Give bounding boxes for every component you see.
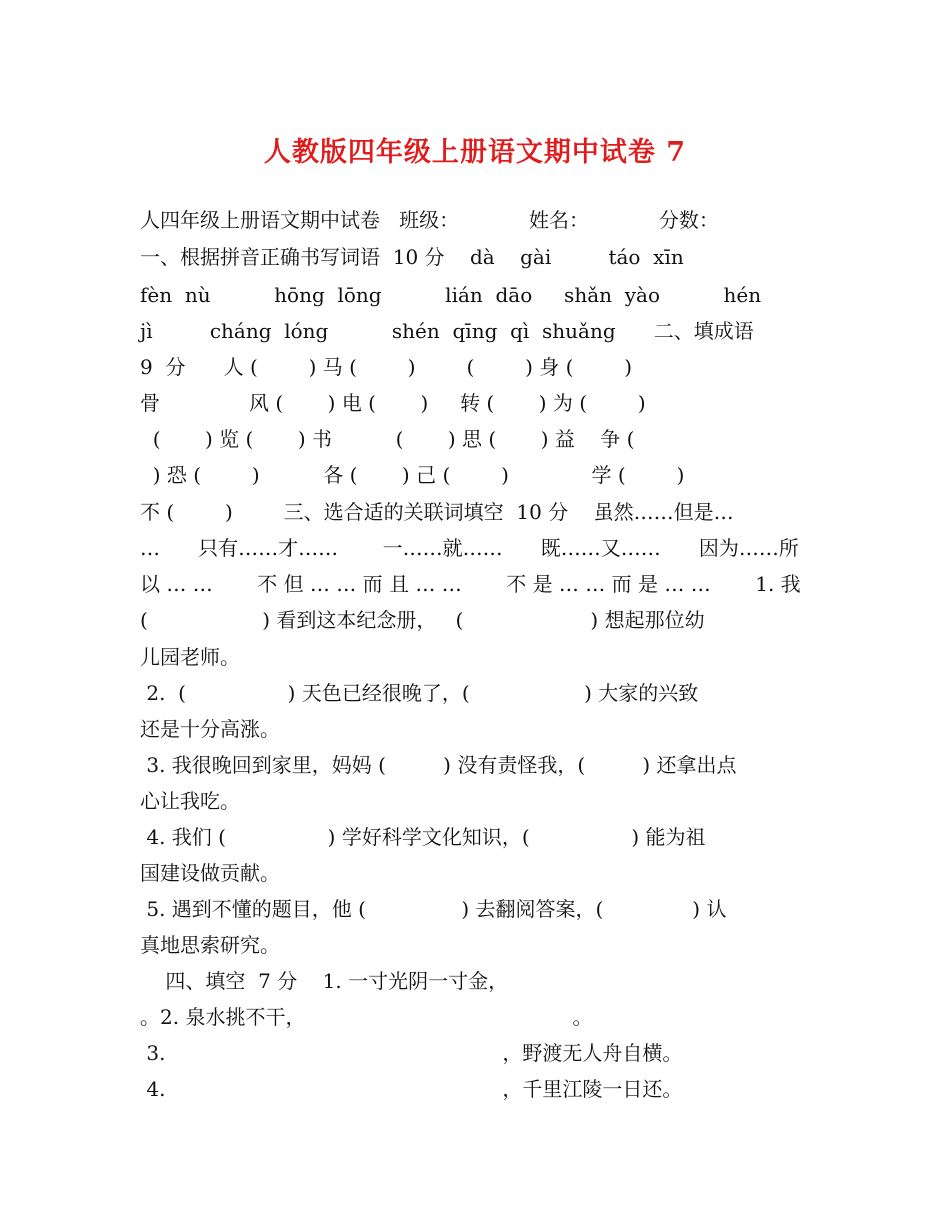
fill-line: 。2. 泉水挑不干， 。 [140,1005,593,1029]
sentence-line: 还是十分高涨。 [140,717,280,741]
sentence-line: 国建设做贡献。 [140,861,280,885]
sentence-line: 真地思索研究。 [140,933,280,957]
sentence-line: 5. 遇到不懂的题目，他 ( ) 去翻阅答案，( ) 认 [140,897,727,921]
pinyin-line: fèn nù hōng lōng lián dāo shǎn yào hén [140,283,762,307]
sentence-line: 儿园老师。 [140,645,240,669]
sentence-line: 2. ( ) 天色已经很晚了，( ) 大家的兴致 [140,681,699,705]
sentence-line: 心让我吃。 [140,789,240,813]
idiom-line: ) 恐 ( ) 各 ( ) 己 ( ) 学 ( ) [140,463,685,487]
conjunction-line: … 只有……才…… 一……就…… 既……又…… 因为……所 [140,536,799,560]
fill-line: 4. ，千里江陵一日还。 [140,1077,683,1101]
sentence-line: 3. 我很晚回到家里，妈妈 ( ) 没有责怪我，( ) 还拿出点 [140,753,737,777]
header-line: 人四年级上册语文期中试卷 班级： 姓名： 分数： [140,208,719,232]
sentence-line: ( ) 看到这本纪念册， ( ) 想起那位幼 [140,608,705,632]
fill-line: 四、填空 7 分 1. 一寸光阴一寸金， [140,969,509,993]
sentence-line: 4. 我们 ( ) 学好科学文化知识，( ) 能为祖 [140,825,706,849]
idiom-line: 9 分 人 ( ) 马 ( ) ( ) 身 ( ) [140,355,633,379]
question-line: 一、根据拼音正确书写词语 10 分 dà gài táo xīn [140,245,684,269]
fill-line: 3. ，野渡无人舟自横。 [140,1041,683,1065]
idiom-line: 骨 风 ( ) 电 ( ) 转 ( ) 为 ( ) [140,391,646,415]
question-line: 不 ( ) 三、选合适的关联词填空 10 分 虽然……但是… [140,500,734,524]
page-title: 人教版四年级上册语文期中试卷 7 [263,137,687,168]
conjunction-line: 以 … … 不 但 … … 而 且 … … 不 是 … … 而 是 … … 1. 我 [140,572,801,596]
idiom-line: ( ) 览 ( ) 书 ( ) 思 ( ) 益 争 ( [140,427,635,451]
pinyin-line: jì cháng lóng shén qīng qì shuǎng 二、填成语 [140,319,754,343]
